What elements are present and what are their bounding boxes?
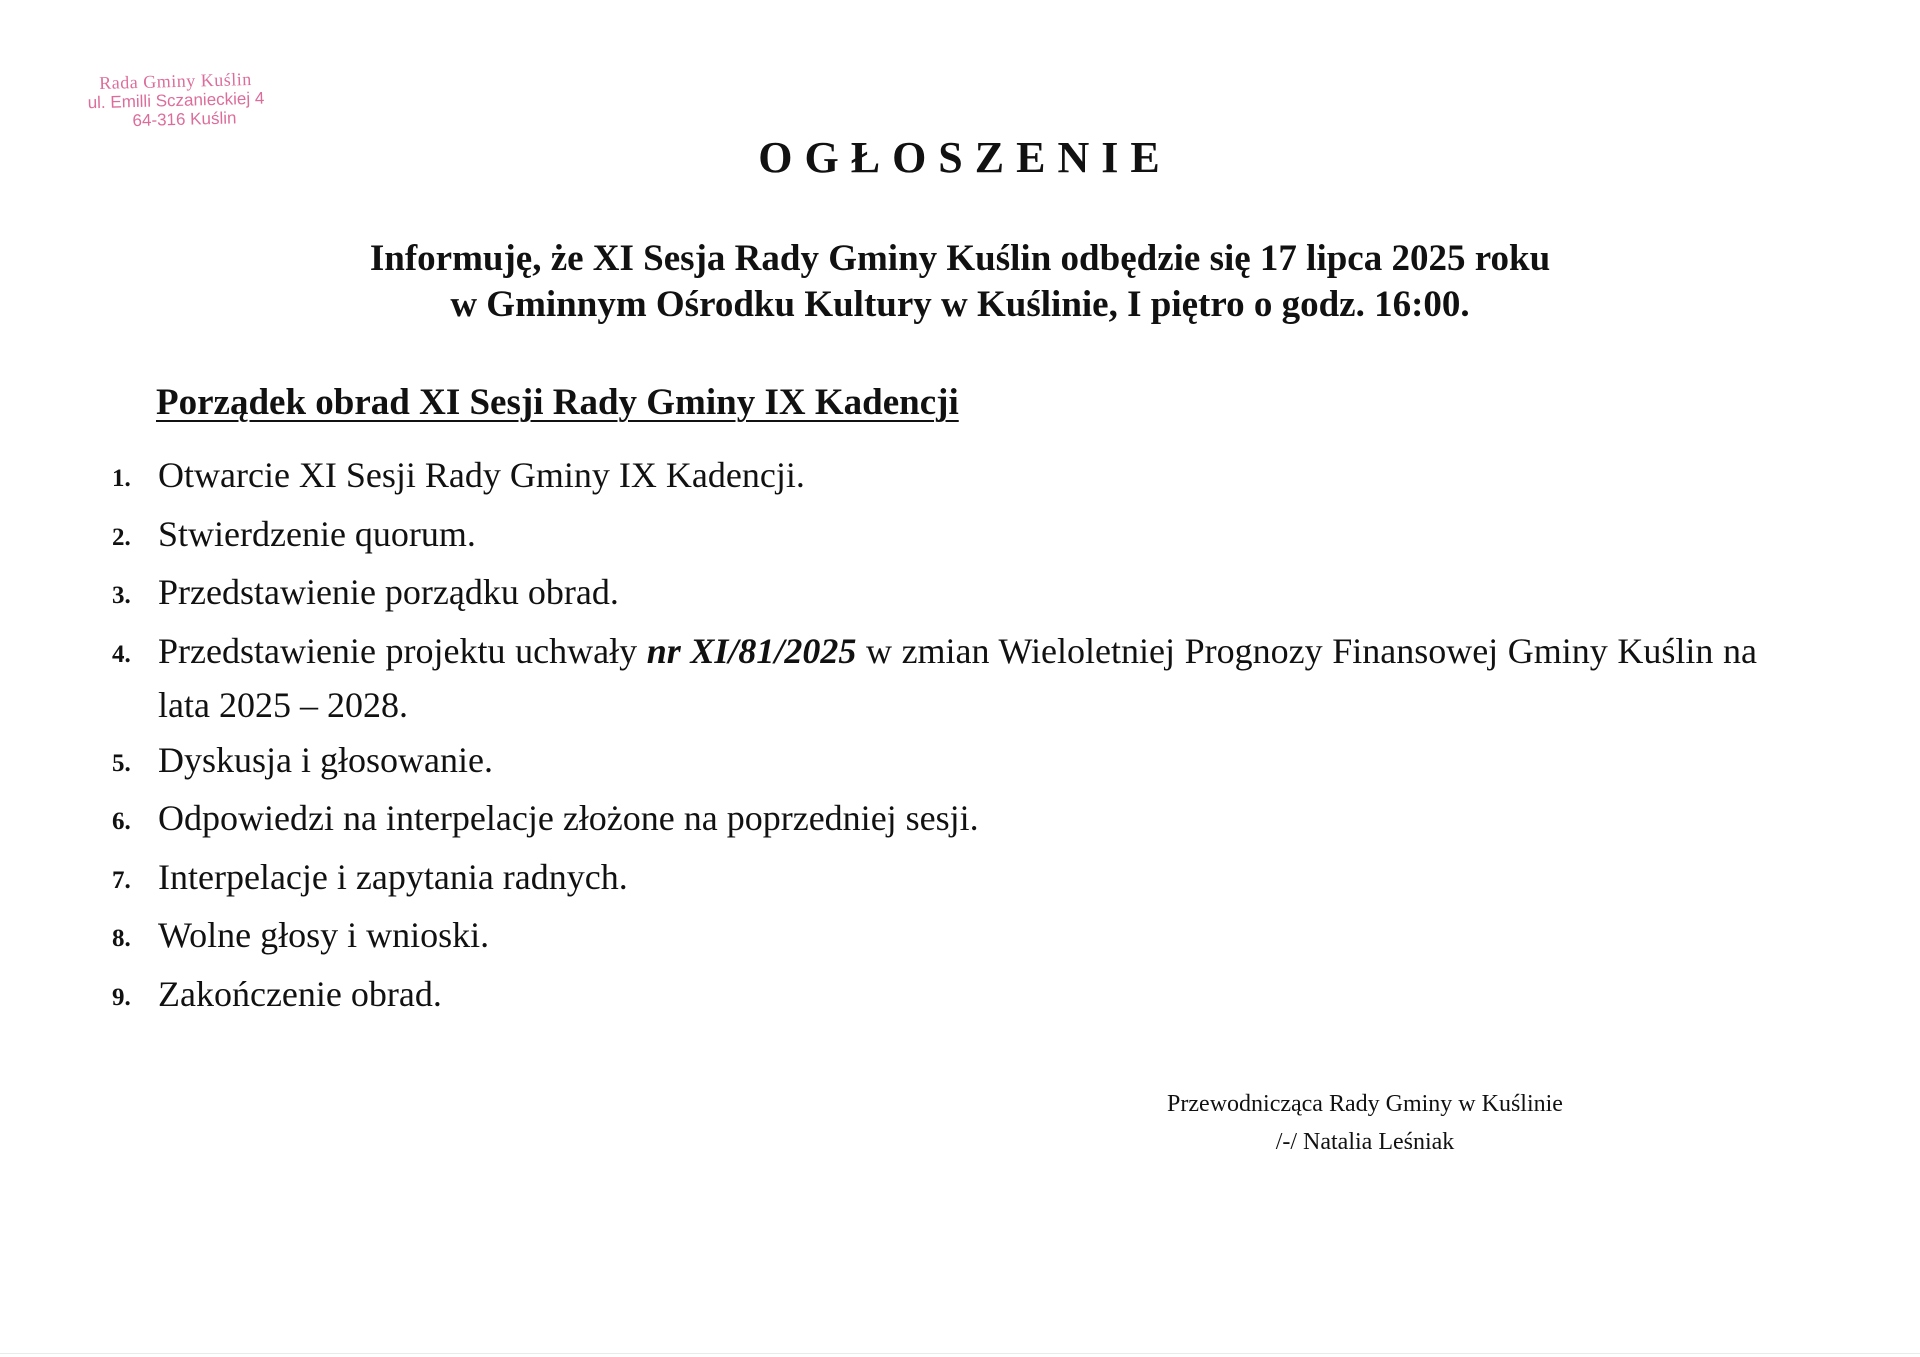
intro-line-1: Informuję, że XI Sesja Rady Gminy Kuślin odbędzie się 17 lipca 2025 roku bbox=[369, 238, 1551, 279]
agenda-item bbox=[112, 967, 1757, 1026]
agenda-list bbox=[112, 448, 1757, 1025]
council-stamp bbox=[51, 69, 300, 132]
stamp-street: ul. Emilli Sczanieckiej 4 bbox=[87, 88, 265, 113]
agenda-item-number: 7. bbox=[112, 866, 131, 894]
agenda-item-text: Zakończenie obrad. bbox=[158, 973, 442, 1014]
agenda-item-text: Otwarcie XI Sesji Rady Gminy IX Kadencji. bbox=[158, 455, 805, 495]
agenda-item-number: 1. bbox=[112, 465, 131, 492]
document-title: OGŁOSZENIE bbox=[758, 133, 1172, 182]
agenda-item-number: 4. bbox=[112, 640, 131, 668]
agenda-item-text: Stwierdzenie quorum. bbox=[158, 513, 476, 554]
agenda-item-text: Odpowiedzi na interpelacje złożone na poprzedniej sesji. bbox=[158, 798, 979, 838]
agenda-item bbox=[112, 507, 1757, 566]
agenda-item bbox=[112, 448, 1757, 507]
resolution-number: nr XI/81/2025 bbox=[646, 630, 857, 671]
agenda-heading: Porządek obrad XI Sesji Rady Gminy IX Kadencji bbox=[156, 382, 959, 423]
agenda-item bbox=[112, 850, 1757, 909]
agenda-item-text: Dyskusja i głosowanie. bbox=[158, 739, 493, 780]
agenda-item-number: 8. bbox=[112, 925, 131, 952]
agenda-item-text bbox=[158, 624, 1757, 733]
agenda-item bbox=[112, 624, 1757, 733]
stamp-city: 64-316 Kuślin bbox=[132, 108, 237, 131]
agenda-item bbox=[112, 565, 1757, 624]
agenda-item-number: 9. bbox=[112, 983, 131, 1011]
agenda-item bbox=[112, 791, 1757, 850]
agenda-item-number: 3. bbox=[112, 582, 131, 609]
agenda-item-number: 5. bbox=[112, 749, 131, 777]
agenda-item-number: 2. bbox=[112, 523, 131, 551]
agenda-item bbox=[112, 733, 1757, 792]
stamp-council-name: Rada Gminy Kuślin bbox=[99, 69, 252, 93]
signature-block bbox=[1040, 1085, 1690, 1161]
announcement-intro bbox=[0, 236, 1920, 328]
agenda-item-text: Wolne głosy i wnioski. bbox=[158, 915, 490, 955]
agenda-item bbox=[112, 908, 1757, 967]
signature-role: Przewodnicząca Rady Gminy w Kuślinie bbox=[1167, 1091, 1563, 1117]
intro-line-2: w Gminnym Ośrodku Kultury w Kuślinie, I piętro o godz. 16:00. bbox=[450, 284, 1470, 325]
signature-name: /-/ Natalia Leśniak bbox=[1275, 1129, 1455, 1155]
page-bottom-edge bbox=[0, 1353, 1920, 1354]
agenda-item-text-post: w zmian Wieloletniej Prognozy Finansowej Gminy Kuślin na lata 2025 – 2028. bbox=[158, 630, 1758, 725]
agenda-item-text: Interpelacje i zapytania radnych. bbox=[158, 856, 628, 897]
agenda-item-text-pre: Przedstawienie projektu uchwały bbox=[158, 630, 647, 671]
agenda-item-text: Przedstawienie porządku obrad. bbox=[158, 572, 619, 612]
agenda-item-number: 6. bbox=[112, 808, 131, 835]
